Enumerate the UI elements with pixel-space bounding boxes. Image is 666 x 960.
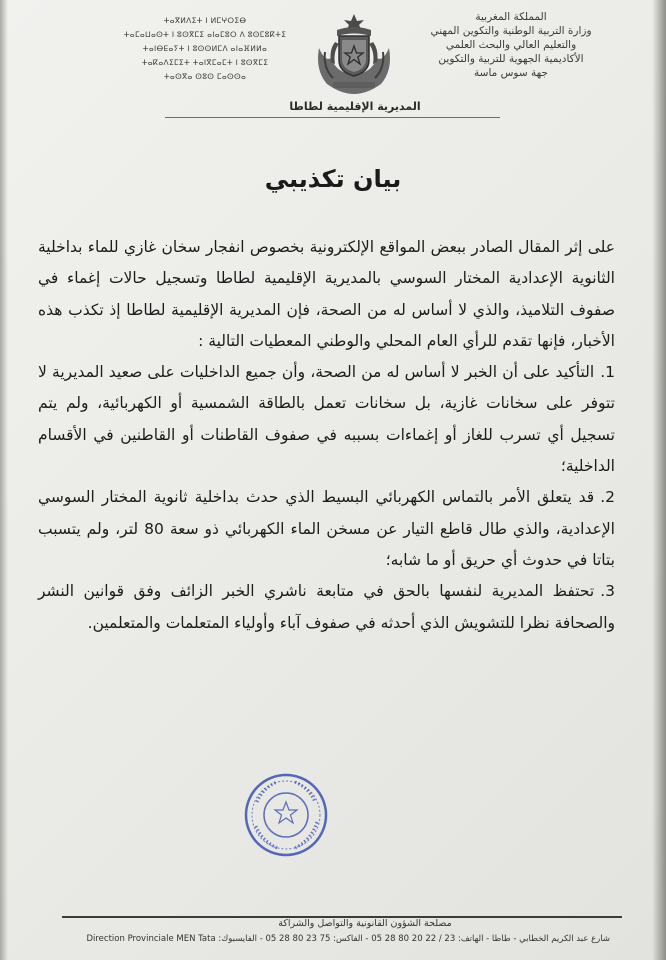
list-item-text: التأكيد على أن الخبر لا أساس له من الصحة، وأن جميع الداخليات على صعيد المديرية لا تتوفر على سخانات غازية، بل سخانات تعمل بالطاقة الشمسية أو الكهربائية، ولم يتم تسجيل أي تسرب للغاز أو إغماءات بسببه في صفوف القاطنات أو القاطنين في الأقسام الداخلية؛	[38, 363, 615, 476]
arabic-header	[396, 10, 626, 80]
list-item-number: 2.	[600, 488, 615, 507]
list-item-text: تحتفظ المديرية لنفسها بالحق في متابعة ناشري الخبر الزائف وفق قوانين النشر والصحافة نظرا للتشويش الذي أحدثه في صفوف آباء وأولياء المتعلمات والمتعلمين.	[38, 582, 615, 632]
page-shadow-right	[652, 0, 666, 960]
header-line: جهة سوس ماسة	[474, 67, 548, 79]
coat-of-arms-icon	[313, 12, 395, 96]
document-body	[38, 232, 615, 639]
header-line: ⵜⴰⴽⴰⴷⵉⵎⵉⵜ ⵜⴰⵏⴳⵎⴰⵎⵜ ⵏ ⵓⵙⴳⵎⵉ	[141, 58, 269, 67]
statement-list	[38, 357, 615, 639]
header-line: ⵜⴰⴳⵍⴷⵉⵜ ⵏ ⵍⵎⵖⵔⵉⴱ	[163, 16, 247, 25]
header-line: ⵜⴰⵎⴰⵡⴰⵙⵜ ⵏ ⵓⵙⴳⵎⵉ ⴰⵏⴰⵎⵓⵔ ⴷ ⵓⵙⵎⵓⴽⵜⵉ	[123, 30, 287, 39]
header-line: وزارة التربية الوطنية والتكوين المهني	[430, 25, 592, 37]
list-item	[38, 482, 615, 576]
header-line: ⵜⴰⵏⴱⴹⴰⵢⵜ ⵏ ⵓⵙⵙⵍⵎⴷ ⴰⵏⴰⴼⵍⵍⴰ	[142, 44, 268, 53]
list-item-number: 1.	[600, 363, 615, 382]
header-line: والتعليم العالي والبحث العلمي	[445, 39, 577, 51]
footer-department: مصلحة الشؤون القانونية والتواصل والشراكة	[278, 918, 452, 929]
header-divider	[165, 117, 500, 118]
footer-address: شارع عبد الكريم الخطابي - طاطا - الهاتف: 23 / 22 20 80 28 05 - الفاكس: 75 23 80 28 05 - الفايسبوك: Direction Provinciale MEN Tata	[86, 934, 610, 944]
header-line: ⵜⴰⵙⴳⴰ ⵙⵓⵙ ⵎⴰⵙⵙⴰ	[163, 72, 247, 81]
header-line: الأكاديمية الجهوية للتربية والتكوين	[438, 53, 584, 65]
document-title: بيان تكذيبي	[264, 165, 402, 193]
intro-paragraph	[38, 232, 615, 357]
list-item-text: قد يتعلق الأمر بالتماس الكهربائي البسيط الذي حدث بداخلية ثانوية المختار السوسي الإعدادية، والذي طال قاطع التيار عن مسخن الماء الكهربائي ذو سعة 80 لتر، ولم يتسبب بتاتا في حدوث أي حريق أو ما شابه؛	[38, 488, 615, 569]
directorate-name: المديرية الإقليمية لطاطا	[289, 100, 421, 113]
tifinagh-header	[110, 14, 300, 84]
page-shadow-left	[0, 0, 8, 960]
intro-text: على إثر المقال الصادر ببعض المواقع الإلكترونية بخصوص انفجار سخان غازي للماء بداخلية الثانوية الإعدادية المختار السوسي بالمديرية الإقليمية لطاطا وتسجيل حالات إغماء في صفوف التلاميذ، والذي لا أساس له من الصحة، فإن المديرية الإقليمية لطاطا إذ تكذب هذه الأخبار، فإنها تقدم للرأي العام المحلي والوطني المعطيات التالية :	[38, 238, 615, 350]
list-item	[38, 357, 615, 482]
official-stamp-icon	[243, 772, 329, 858]
list-item-number: 3.	[600, 582, 615, 601]
header-line: المملكة المغربية	[475, 11, 547, 23]
list-item	[38, 576, 615, 639]
